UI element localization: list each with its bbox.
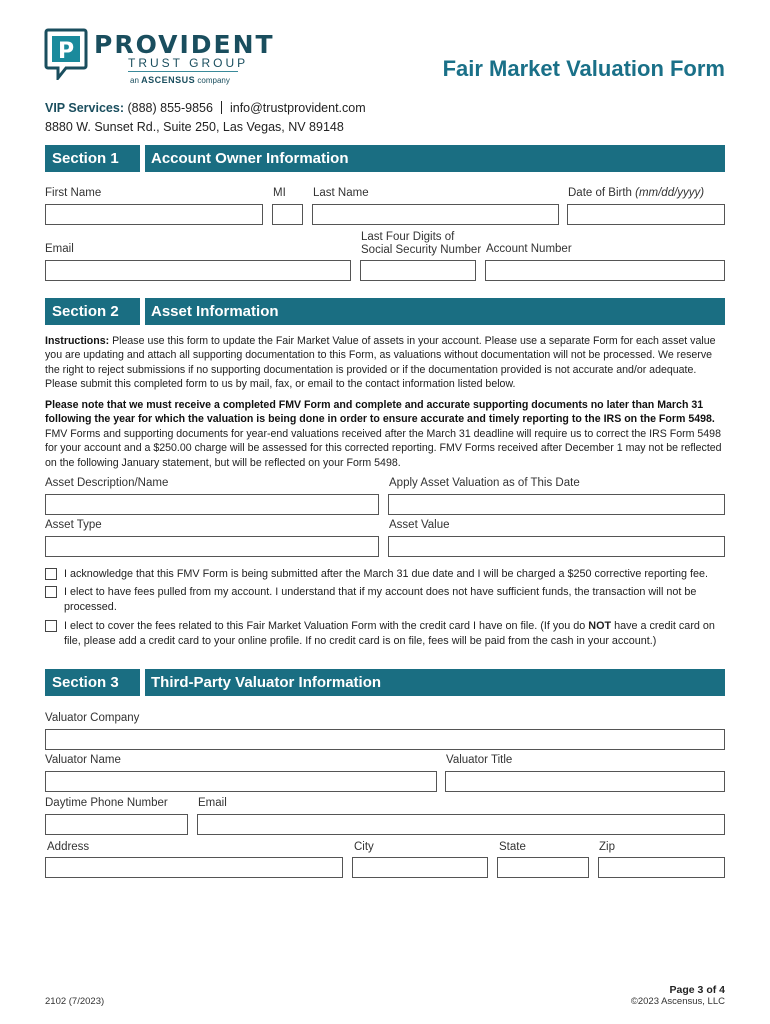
apply-valuation-field[interactable] bbox=[388, 494, 725, 515]
ssn-label: Last Four Digits of Social Security Number bbox=[361, 231, 482, 256]
state-label: State bbox=[499, 841, 526, 853]
asset-value-field[interactable] bbox=[388, 536, 725, 557]
asset-description-field[interactable] bbox=[45, 494, 379, 515]
valuator-title-label: Valuator Title bbox=[446, 754, 513, 766]
provident-logo-icon bbox=[44, 28, 88, 80]
section-2-title: Asset Information bbox=[145, 298, 725, 325]
contact-email[interactable]: info@trustprovident.com bbox=[229, 101, 366, 115]
section-1-number: Section 1 bbox=[45, 145, 140, 172]
zip-field[interactable] bbox=[598, 857, 725, 878]
brand-name: PROVIDENT bbox=[94, 30, 275, 59]
state-field[interactable] bbox=[497, 857, 589, 878]
form-title: Fair Market Valuation Form bbox=[442, 56, 725, 81]
mi-field[interactable] bbox=[272, 204, 303, 225]
valuator-company-label: Valuator Company bbox=[45, 712, 140, 724]
section-2-number: Section 2 bbox=[45, 298, 140, 325]
daytime-phone-field[interactable] bbox=[45, 814, 188, 835]
last-name-field[interactable] bbox=[312, 204, 559, 225]
valuator-company-field[interactable] bbox=[45, 729, 725, 750]
contact-label: VIP Services: bbox=[45, 101, 124, 115]
section-1-header bbox=[45, 145, 725, 172]
address-field[interactable] bbox=[45, 857, 343, 878]
page-number: Page 3 of 4 bbox=[669, 984, 725, 996]
first-name-field[interactable] bbox=[45, 204, 263, 225]
late-fee-acknowledge-text: I acknowledge that this FMV Form is being submitted after the March 31 due date and I will be charged a $250 corrective reporting fee. bbox=[64, 568, 708, 580]
fees-credit-card-text: I elect to cover the fees related to this Fair Market Valuation Form with the credit card I have on file. (If you do NOT have a credit card on file, please add a credit card to your online profile. If no credit card is on file, fees will be paid from the cash in your account.) bbox=[64, 620, 715, 647]
brand-subtitle: TRUST GROUP bbox=[128, 56, 249, 70]
asset-value-label: Asset Value bbox=[389, 519, 450, 531]
apply-valuation-label: Apply Asset Valuation as of This Date bbox=[389, 477, 580, 489]
valuator-email-field[interactable] bbox=[197, 814, 725, 835]
copyright: ©2023 Ascensus, LLC bbox=[630, 996, 725, 1007]
contact-line bbox=[45, 101, 366, 115]
valuator-email-label: Email bbox=[198, 797, 227, 809]
first-name-label: First Name bbox=[45, 187, 102, 199]
valuator-name-field[interactable] bbox=[45, 771, 437, 792]
mi-label: MI bbox=[273, 187, 286, 199]
asset-type-label: Asset Type bbox=[45, 519, 102, 531]
city-field[interactable] bbox=[352, 857, 488, 878]
email-field[interactable] bbox=[45, 260, 351, 281]
dob-label: Date of Birth (mm/dd/yyyy) bbox=[568, 187, 705, 199]
instructions: Instructions: Please use this form to update the Fair Market Value of assets in your account. Please use a separate Form for each asset value you are updating and attach all supporting documentation to this Form, as valuations without documentation will not be processed. We reserve the right to reject submissions if no supporting documentation is provided or if the documentation provided is not accurate and/or adequate. Please submit this completed form to us by mail, fax, or email to the contact information listed below. bbox=[45, 335, 716, 391]
valuator-name-label: Valuator Name bbox=[45, 754, 121, 766]
fees-from-account-checkbox[interactable] bbox=[45, 586, 57, 598]
deadline-note: Please note that we must receive a completed FMV Form and complete and accurate supporting documents no later than March 31 following the year for which the valuation is being done in order to ensure accurate and timely reporting to the IRS on the Form 5498. FMV Forms and supporting documents for year-end valuations received after the March 31 deadline will require us to correct the IRS Form 5498 for your account and a $250.00 charge will be assessed for this corrected reporting. FMV Forms received after December 1 may not be reflected on the following January statement, but will be reflected on your Form 5498. bbox=[45, 399, 722, 469]
late-fee-acknowledge-checkbox[interactable] bbox=[45, 568, 57, 580]
valuator-title-field[interactable] bbox=[445, 771, 725, 792]
section-2-header bbox=[45, 298, 725, 325]
brand-parent: an ASCENSUS company bbox=[130, 75, 230, 85]
address-label: Address bbox=[47, 841, 90, 853]
account-number-label: Account Number bbox=[486, 243, 572, 255]
city-label: City bbox=[354, 841, 374, 853]
contact-phone[interactable]: (888) 855-9856 bbox=[127, 101, 213, 115]
last-name-label: Last Name bbox=[313, 187, 369, 199]
email-label: Email bbox=[45, 243, 74, 255]
section-3-number: Section 3 bbox=[45, 669, 140, 696]
account-number-field[interactable] bbox=[485, 260, 725, 281]
zip-label: Zip bbox=[599, 841, 615, 853]
ssn-field[interactable] bbox=[360, 260, 476, 281]
section-3-header bbox=[45, 669, 725, 696]
daytime-phone-label: Daytime Phone Number bbox=[45, 797, 168, 809]
fees-credit-card-checkbox[interactable] bbox=[45, 620, 57, 632]
asset-type-field[interactable] bbox=[45, 536, 379, 557]
logo-letter: P bbox=[57, 39, 75, 64]
section-1-title: Account Owner Information bbox=[145, 145, 725, 172]
dob-field[interactable] bbox=[567, 204, 725, 225]
fees-from-account-text: I elect to have fees pulled from my account. I understand that if my account does not have sufficient funds, the transaction will not be processed. bbox=[64, 586, 697, 613]
brand-divider bbox=[128, 71, 238, 72]
contact-address: 8880 W. Sunset Rd., Suite 250, Las Vegas, NV 89148 bbox=[45, 120, 344, 134]
section-3-title: Third-Party Valuator Information bbox=[145, 669, 725, 696]
form-code: 2102 (7/2023) bbox=[45, 996, 105, 1007]
asset-description-label: Asset Description/Name bbox=[45, 477, 169, 489]
